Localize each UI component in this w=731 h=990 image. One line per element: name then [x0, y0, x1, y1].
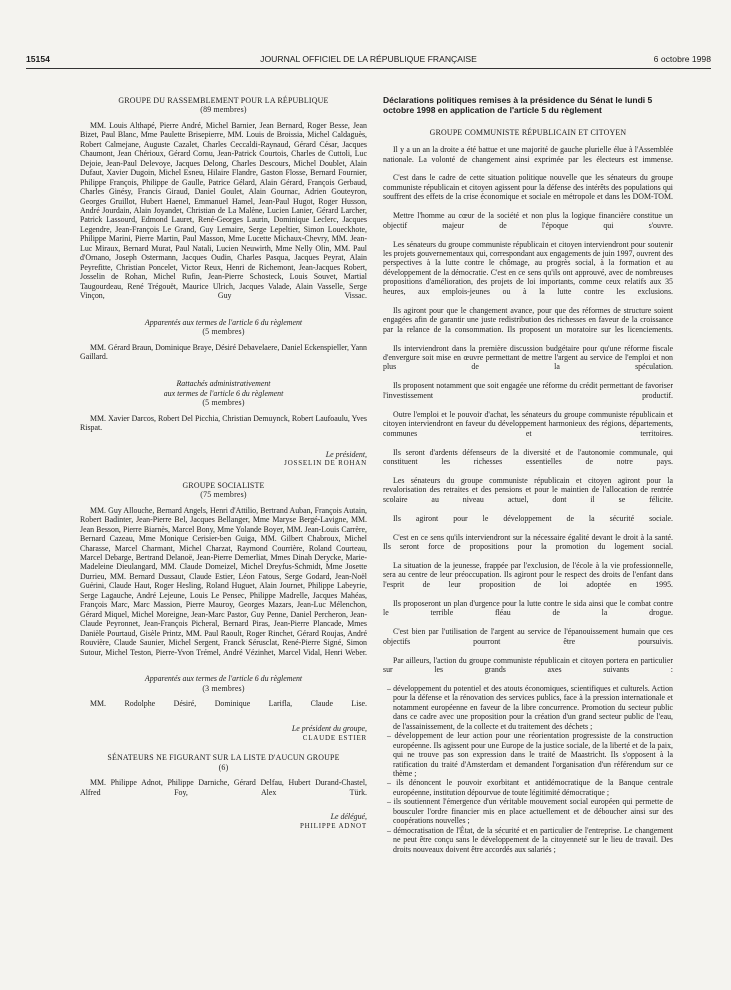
soc-signature-title: Le président du groupe,	[291, 724, 367, 734]
list-item: – démocratisation de l'État, de la sécurité et en particulier de l'entreprise. Le changement ne peut être conçu sans le développement de la citoyenneté sur le lieu de travail. Des droits nouveaux doivent être accordés aux salariés ;	[387, 825, 673, 854]
soc-members-list: MM. Guy Allouche, Bernard Angels, Henri d'Attilio, Bertrand Auban, François Autain, Robert Badinter, Jean-Pierre Bel, Jacques Bellanger, Mme Maryse Bergé-Lavigne, MM. Jean Besson, Pierre Biarnès, Marcel Bony, Mme Yolande Boyer, MM. Jean-Louis Carrère, Bernard Cazeau, Mme Monique Cerisier-ben Guiga, MM. Gilbert Chabroux, Michel Charasse, Marcel Charmant, Michel Charzat, Raymond Courrière, Roland Courteau, Marcel Debarge, Bertrand Delanoë, Jean-Pierre Demerliat, Mmes Dinah Derycke, Marie-Madeleine Dieulangard, MM. Claude Domeizel, Michel Dreyfus-Schmidt, Mme Josette Durrieu, MM. Bernard Dussaut, Claude Estier, Léon Fatous, Serge Godard, Jean-Noël Guérini, Claude Haut, Roger Hesling, Roland Huguet, Alain Journet, Philippe Labeyrie, Serge Lagauche, André Lejeune, Louis Le Pensec, Philippe Madrelle, Jacques Mahéas, François Marc, Marc Massion, Pierre Mauroy, Georges Mazars, Jean-Luc Mélenchon, Gérard Miquel, Michel Moreigne, Jean-Marc Pastor, Guy Penne, Daniel Percheron, Jean-Claude Peyronnet, Jean-François Picheral, Bernard Piras, Jean-Pierre Plancade, Mmes Danièle Pourtaud, Gisèle Printz, MM. Paul Raoult, Roger Rinchet, Gérard Roujas, André Rouvière, Claude Saunier, Michel Sergent, Franck Sérusclat, René-Pierre Signé, Simon Sutour, Michel Teston, Pierre-Yvon Trémel, André Vézinhet, Marcel Vidal, Henri Weber.	[80, 505, 367, 657]
declaration-paragraph: Ils proposeront un plan d'urgence pour la lutte contre le sida ainsi que le combat contre le terrible fléau de la drogue.	[383, 598, 673, 618]
declaration-paragraph: C'est dans le cadre de cette situation politique nouvelle que les sénateurs du groupe communiste républicain et citoyen agissent pour la défense des intérêts des populations qui souffrent des effets de la crise économique et sociale en métropole et dans les DOM-TOM.	[383, 173, 673, 202]
declaration-paragraph: Ils interviendront dans la première discussion budgétaire pour qu'une réforme fiscale d'envergure soit mise en œuvre permettant de mettre l'argent au service de l'emploi et non plus de la spéculation.	[383, 343, 673, 372]
rpr-signature-title: Le président,	[325, 449, 367, 459]
declaration-paragraphs	[383, 145, 673, 684]
declaration-paragraph: Ils seront d'ardents défenseurs de la diversité et de l'autonomie communale, qui constituent les richesses essentielles de notre pays.	[383, 447, 673, 466]
declaration-paragraph: Outre l'emploi et le pouvoir d'achat, les sénateurs du groupe communiste républicain et citoyen interviendront en faveur du développement harmonieux des régions, départements, communes et territoires.	[383, 409, 673, 438]
nonins-heading: SÉNATEURS NE FIGURANT SUR LA LISTE D'AUCUN GROUPE	[107, 753, 340, 763]
declaration-paragraph: Ils agiront pour le développement de la sécurité sociale.	[393, 513, 673, 523]
declaration-paragraph: Ils agiront pour que le changement avance, pour que des réformes de structure soient engagées afin de garantir une juste redistribution des richesses en faveur de la croissance par la relance de la consommation. Ils proposent un moratoire sur les licenciements.	[383, 305, 673, 334]
nonins-count: (6)	[218, 762, 229, 772]
declaration-paragraph: C'est en ce sens qu'ils interviendront sur la nécessaire égalité devant le droit à la santé. Ils seront force de propositions pour la promotion du logement social.	[383, 532, 673, 552]
crc-group-heading: GROUPE COMMUNISTE RÉPUBLICAIN ET CITOYEN	[429, 127, 627, 137]
soc-apparentes-list: MM. Rodolphe Désiré, Dominique Larifla, Claude Lise.	[90, 699, 367, 709]
nonins-signature-title: Le délégué,	[330, 812, 367, 822]
rpr-rattaches-list: MM. Xavier Darcos, Robert Del Picchia, Christian Demuynck, Robert Laufoaulu, Yves Rispat.	[80, 413, 367, 433]
soc-member-count: (75 membres)	[200, 490, 247, 500]
rpr-member-count: (89 membres)	[200, 105, 247, 115]
rpr-rattaches-subheading: aux termes de l'article 6 du règlement	[163, 388, 284, 398]
list-item: – développement du potentiel et des atouts économiques, scientifiques et culturels. Action pour la défense et la rénovation des services publics, face à la pression internationale et notamment européenne en faveur de la libre concurrence. Promotion du secteur public dans ce cadre avec une proposition pour la création d'un grand secteur public de l'eau, de l'assainissement, de la collecte et du traitement des déchets ;	[387, 683, 673, 731]
rpr-apparentes-heading: Apparentés aux termes de l'article 6 du règlement	[144, 317, 303, 327]
list-item: – développement de leur action pour une réorientation progressiste de la construction européenne. Ils agissent pour une Europe de la justice sociale, de la liberté et de la paix, qui ne trouve pas son expression dans le traité de Maastricht. Ils s'opposent à la ratification du traité d'Amsterdam et demandent l'organisation d'un référendum sur ce thème ;	[387, 731, 673, 778]
declaration-paragraph: Mettre l'homme au cœur de la société et non plus la logique financière constitue un objectif majeur de l'époque qui s'ouvre.	[383, 211, 673, 230]
left-column	[80, 96, 367, 831]
declaration-paragraph: Les sénateurs du groupe communiste républicain et citoyen agiront pour la revalorisation des retraites et des pensions et pour le maintien de l'allocation de rentrée scolaire au niveau actuel, dont il se félicite.	[383, 475, 673, 504]
soc-group-heading: GROUPE SOCIALISTE	[182, 480, 265, 490]
journal-title: JOURNAL OFFICIEL DE LA RÉPUBLIQUE FRANÇAISE	[260, 54, 477, 64]
rpr-rattaches-count: (5 membres)	[202, 398, 245, 408]
declaration-paragraph: Ils proposent notamment que soit engagée une réforme du crédit permettant de favoriser l'investissement productif.	[383, 381, 673, 400]
rpr-group-heading: GROUPE DU RASSEMBLEMENT POUR LA RÉPUBLIQUE	[118, 96, 329, 105]
page-number: 15154	[26, 54, 50, 64]
page-header	[26, 52, 711, 69]
nonins-signature-name: PHILIPPE ADNOT	[299, 821, 367, 830]
soc-apparentes-heading: Apparentés aux termes de l'article 6 du règlement	[144, 674, 303, 684]
rpr-rattaches-heading: Rattachés administrativement	[176, 379, 271, 389]
rpr-members-list: MM. Louis Althapé, Pierre André, Michel Barnier, Jean Bernard, Roger Besse, Jean Bizet, Paul Blanc, Mme Paulette Brisepierre, MM. Louis de Broissia, Michel Caldaguès, Robert Calmejane, Auguste Cazalet, Charles Ceccaldi-Raynaud, Gérard César, Jacques Chaumont, Jean Chérioux, Gérard Cornu, Jean-Patrick Courtois, Charles de Cuttoli, Luc Dejoie, Jean-Paul Delevoye, Jacques Delong, Charles Descours, Michel Doublet, Alain Dufaut, Xavier Dugoin, Michel Esneu, Hilaire Flandre, Gaston Flosse, Bernard Fournier, Philippe François, Philippe de Gaulle, Patrice Gélard, Alain Gérard, François Gerbaud, Charles Ginésy, Francis Giraud, Daniel Goulet, Alain Gournac, Adrien Gouteyron, Georges Gruillot, Hubert Haenel, Emmanuel Hamel, Jean-Paul Hugot, Roger Husson, André Jourdain, Alain Joyandet, Christian de La Malène, Lucien Lanier, Gérard Larcher, Patrick Lassourd, Edmond Lauret, René-Georges Laurin, Dominique Leclerc, Jacques Legendre, Jean-François Le Grand, Guy Lemaire, Serge Lepeltier, Simon Loueckhote, Philippe Marini, Pierre Martin, Paul Masson, Mme Lucette Michaux-Chevry, MM. Jean-Luc Miraux, Bernard Murat, Paul Natali, Lucien Neuwirth, Mme Nelly Olin, MM. Paul d'Ornano, Joseph Ostermann, Jacques Oudin, Charles Pasqua, Jacques Peyrat, Alain Peyrefitte, Christian Poncelet, Victor Reux, Henri de Richemont, Jean-Jacques Robert, Josselin de Rohan, Michel Rufin, Jean-Pierre Schosteck, Louis Souvet, Martial Taugourdeau, René Trégouët, Maurice Ulrich, Jacques Valade, Alain Vasselle, Serge Vinçon, Guy Vissac.	[80, 120, 367, 301]
soc-signature-name: CLAUDE ESTIER	[302, 733, 367, 742]
declarations-title: Déclarations politiques remises à la présidence du Sénat le lundi 5 octobre 1998 en application de l'article 5 du règlement	[383, 95, 653, 115]
soc-apparentes-count: (3 membres)	[202, 683, 245, 693]
declaration-paragraph: C'est bien par l'utilisation de l'argent au service de l'épanouissement humain que ces objectifs pourront être poursuivis.	[383, 627, 673, 646]
nonins-members-list: MM. Philippe Adnot, Philippe Darniche, Gérard Delfau, Hubert Durand-Chastel, Alfred Foy, Alex Türk.	[80, 778, 367, 797]
list-item: – ils dénoncent le pouvoir exorbitant et antidémocratique de la Banque centrale européenne, institution dépourvue de toute légitimité démocratique ;	[387, 778, 673, 797]
list-item: – ils soutiennent l'émergence d'un véritable mouvement social européen qui permette de bousculer l'ordre financier mis en place actuellement et de déboucher ainsi sur des coopérations nouvelles ;	[387, 797, 673, 826]
declaration-paragraph: Il y a un an la droite a été battue et une majorité de gauche plurielle élue à l'Assemblée nationale. La volonté de changement ainsi exprimée par les électeurs est immense.	[383, 145, 673, 164]
issue-date: 6 octobre 1998	[653, 54, 711, 64]
declaration-paragraph: La situation de la jeunesse, frappée par l'exclusion, de l'école à la vie professionnelle, sera au centre de leur préoccupation. Ils agiront pour le respect des droits de l'enfant dans l'esprit de leur proposition de loi adoptée en 1995.	[383, 560, 673, 589]
declaration-axes-list	[383, 684, 673, 854]
rpr-apparentes-list: MM. Gérard Braun, Dominique Braye, Désiré Debavelaere, Daniel Eckenspieller, Yann Gaillard.	[80, 342, 367, 362]
right-column	[383, 96, 673, 854]
declaration-paragraph: Les sénateurs du groupe communiste républicain et citoyen interviendront pour soutenir les projets gouvernementaux qui, correspondant aux engagements de juin 1997, ouvrent des perspectives à la lutte contre le chômage, au progrès social, à la formation et au développement de la démocratie. C'est en ce sens qu'ils ont approuvé, avec de nombreuses propositions d'amélioration, des projets de loi importants, comme ceux relatifs aux 35 heures, aux emplois-jeunes ou à la lutte contre les exclusions.	[383, 239, 673, 296]
rpr-apparentes-count: (5 membres)	[202, 327, 245, 337]
declaration-paragraph: Par ailleurs, l'action du groupe communiste républicain et citoyen portera en particulier sur les grands axes suivants :	[383, 655, 673, 674]
rpr-signature-name: JOSSELIN DE ROHAN	[284, 459, 367, 468]
